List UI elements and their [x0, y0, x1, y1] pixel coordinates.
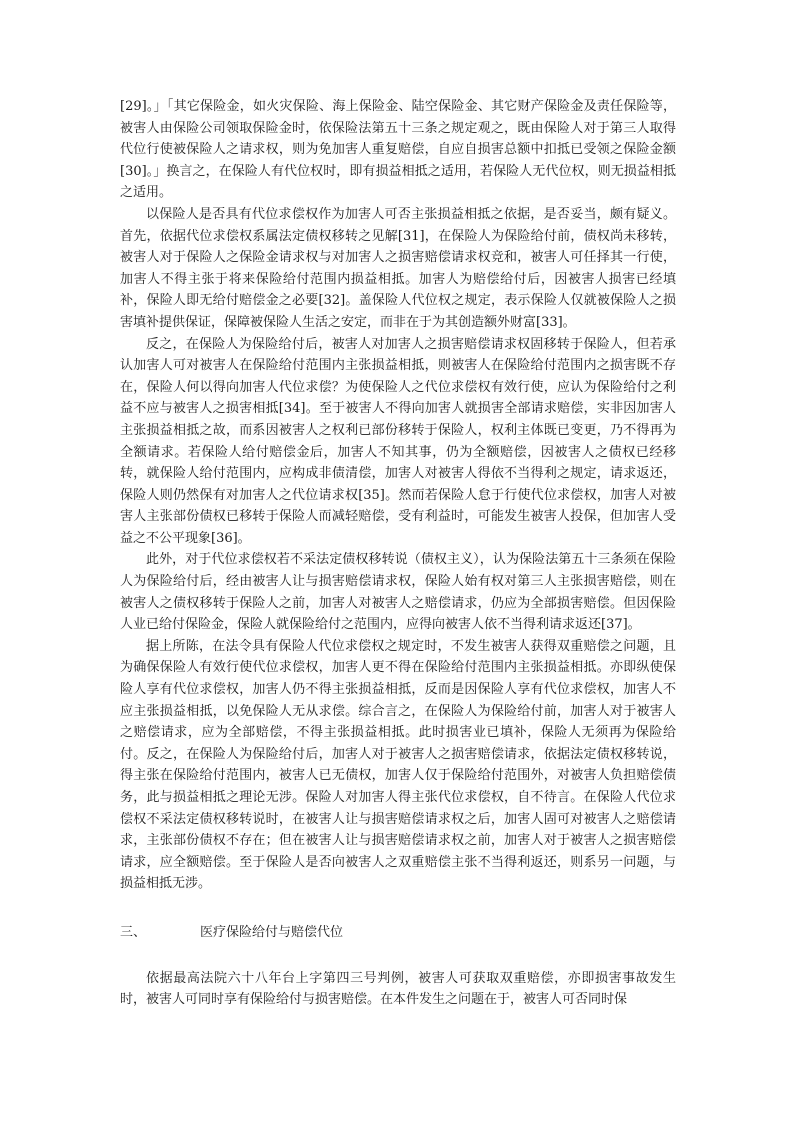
paragraph: 依据最高法院六十八年台上字第四三号判例，被害人可获取双重赔偿，亦即损害事故发生时，被害人可同时享有保险给付与损害赔偿。在本件发生之问题在于，被害人可否同时保	[120, 970, 676, 1008]
paragraph: 据上所陈，在法令具有保险人代位求偿权之规定时，不发生被害人获得双重赔偿之问题，且为确保保险人有效行使代位求偿权，加害人更不得在保险给付范围内主张损益相抵。亦即纵使保险人享有代位求偿权，加害人仍不得主张损益相抵，反而是因保险人享有代位求偿权，加害人不应主张损益相抵，以免保险人无从求偿。综合言之，在保险人为保险给付前，加害人对于被害人之赔偿请求，应为全部赔偿，不得主张损益相抵。此时损害业已填补，保险人无须再为保险给付。反之，在保险人为保险给付后，加害人对于被害人之损害赔偿请求，依据法定债权移转说，得主张在保险给付范围内，被害人已无债权，加害人仅于保险给付范围外，对被害人负担赔偿债务，此与损益相抵之理论无涉。保险人对加害人得主张代位求偿权，自不待言。在保险人代位求偿权不采法定债权移转说时，在被害人让与损害赔偿请求权之后，加害人固可对被害人之赔偿请求，主张部份债权不存在；但在被害人让与损害赔偿请求权之前，加害人对于被害人之损害赔偿请求，应全额赔偿。至于保险人是否向被害人之双重赔偿主张不当得利返还，则系另一问题，与损益相抵无涉。	[120, 638, 676, 892]
paragraph: 此外，对于代位求偿权若不采法定债权移转说（债权主义），认为保险法第五十三条须在保险人为保险给付后，经由被害人让与损害赔偿请求权，保险人始有权对第三人主张损害赔偿，则在被害人之债权移转于保险人之前，加害人对被害人之赔偿请求，仍应为全部损害赔偿。但因保险人业已给付保险金，保险人就保险给付之范围内，应得向被害人依不当得利请求返还[37]。	[120, 552, 676, 633]
section-number: 三、	[120, 924, 147, 940]
section-heading	[120, 922, 676, 944]
section-title: 医疗保险给付与赔偿代位	[200, 924, 344, 940]
paragraph: 以保险人是否具有代位求偿权作为加害人可否主张损益相抵之依据，是否妥当，颇有疑义。首先，依据代位求偿权系属法定债权移转之见解[31]，在保险人为保险给付前，债权尚未移转，被害人对于保险人之保险金请求权与对加害人之损害赔偿请求权竞和，被害人可任择其一行使，加害人不得主张于将来保险给付范围内损益相抵。加害人为赔偿给付后，因被害人损害已经填补，保险人即无给付赔偿金之必要[32]。盖保险人代位权之规定，表示保险人仅就被保险人之损害填补提供保证，保障被保险人生活之安定，而非在于为其创造额外财富[33]。	[120, 206, 676, 330]
paragraph: [29]。」「其它保险金，如火灾保险、海上保险金、陆空保险金、其它财产保险金及责任保险等，被害人由保险公司领取保险金时，依保险法第五十三条之规定观之，既由保险人对于第三人取得代位行使被保险人之请求权，则为免加害人重复赔偿，自应自损害总额中扣抵已受领之保险金额[30]。」换言之，在保险人有代位权时，即有损益相抵之适用，若保险人无代位权，则无损益相抵之适用。	[120, 99, 676, 201]
paragraph: 反之，在保险人为保险给付后，被害人对加害人之损害赔偿请求权固移转于保险人，但若承认加害人可对被害人在保险给付范围内主张损益相抵，则被害人在保险给付范围内之损害既不存在，保险人何以得向加害人代位求偿？为使保险人之代位求偿权有效行使，应认为保险给付之利益不应与被害人之损害相抵[34]。至于被害人不得向加害人就损害全部请求赔偿，实非因加害人主张损益相抵之故，而系因被害人之权利已部份移转于保险人，权利主体既已变更，乃不得再为全额请求。若保险人给付赔偿金后，加害人不知其事，仍为全额赔偿，因被害人之债权已经移转，就保险人给付范围内，应构成非债清偿，加害人对被害人得依不当得利之规定，请求返还，保险人则仍然保有对加害人之代位请求权[35]。然而若保险人怠于行使代位求偿权，加害人对被害人主张部份债权已移转于保险人而减轻赔偿，受有利益时，可能发生被害人投保，但加害人受益之不公平现象[36]。	[120, 336, 676, 546]
document-page	[120, 96, 676, 1011]
